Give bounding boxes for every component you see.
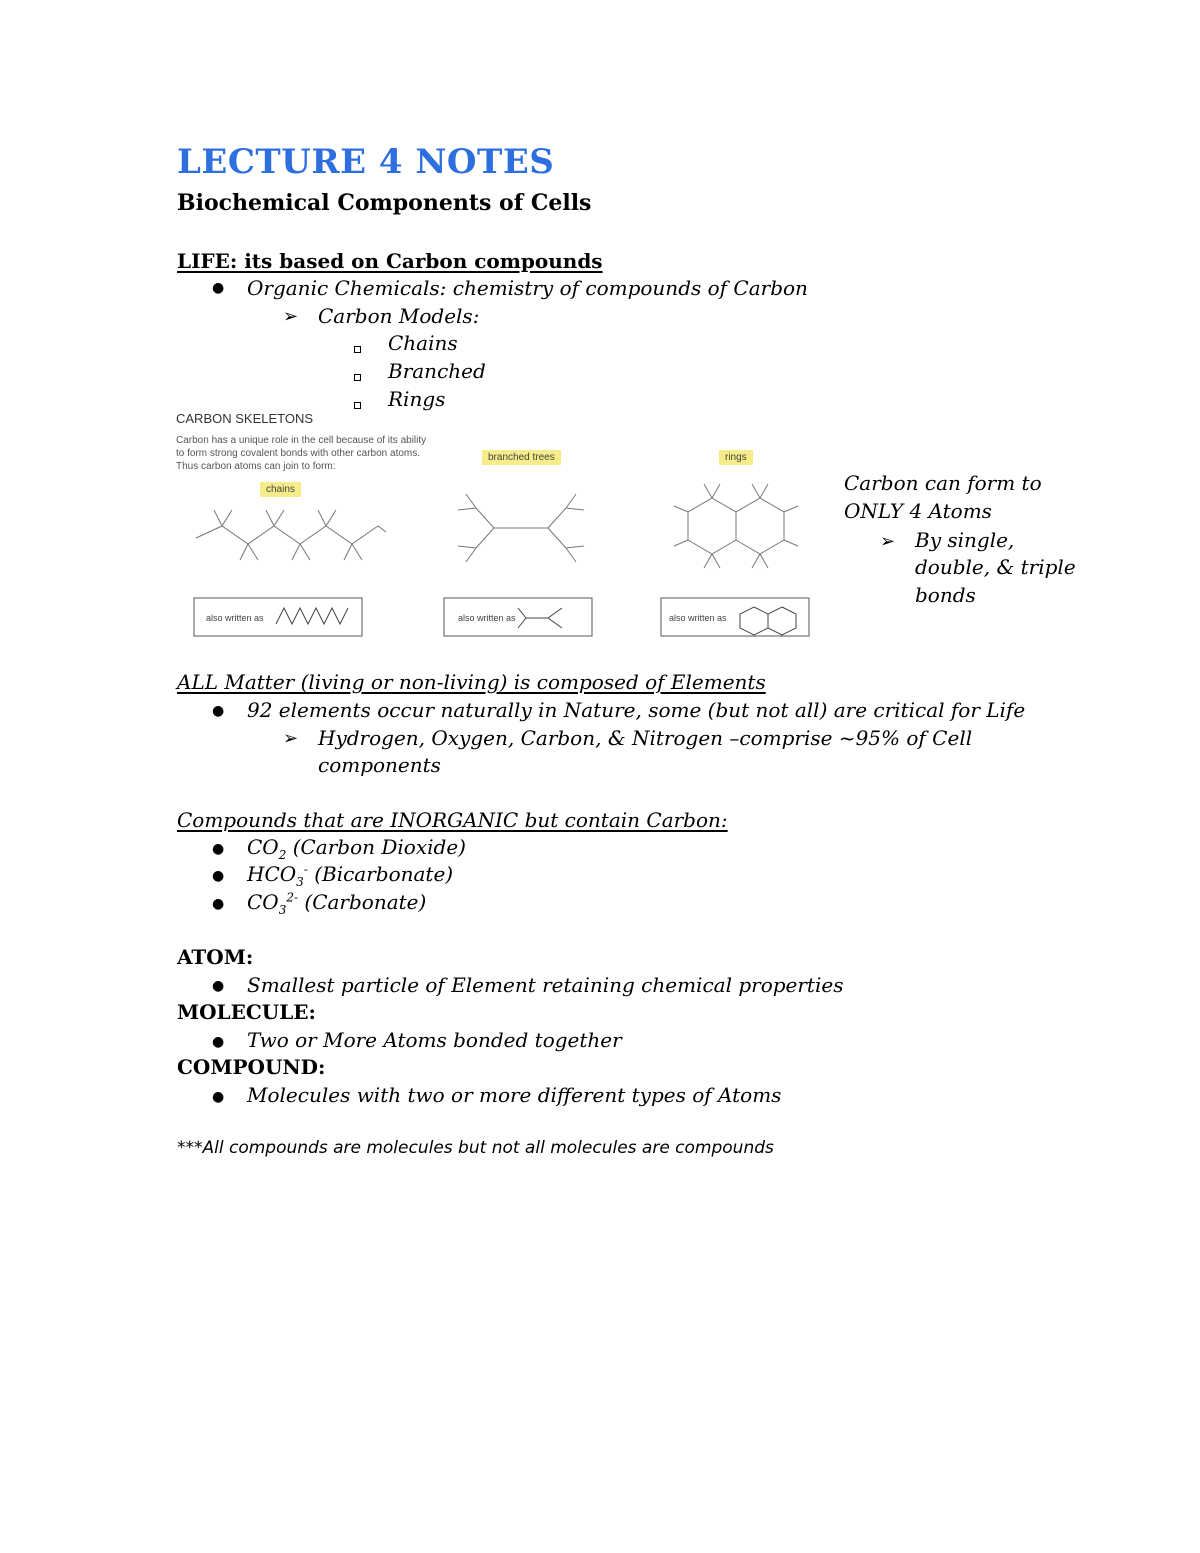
also-written-label-rings: also written as — [669, 613, 727, 623]
matter-sub1b: components — [318, 753, 441, 777]
side-note-line2: ONLY 4 Atoms — [844, 499, 992, 523]
side-note-line1: Carbon can form to — [844, 471, 1042, 495]
figure-title: CARBON SKELETONS — [176, 411, 314, 426]
bullet-icon: ● — [212, 841, 225, 857]
inorganic-heading: Compounds that are INORGANIC but contain Carbon: — [177, 808, 728, 832]
matter-sub1a: Hydrogen, Oxygen, Carbon, & Nitrogen –comprise ~95% of Cell — [318, 726, 973, 750]
compound-definition: Molecules with two or more different types of Atoms — [247, 1083, 782, 1107]
arrow-bullet-icon: ➢ — [283, 306, 299, 327]
organic-item: Organic Chemicals: chemistry of compounds of Carbon — [247, 276, 808, 300]
bullet-icon: ● — [212, 1089, 225, 1105]
co3-item: $CO_3^{2-}$ (Carbonate) — [247, 890, 427, 917]
bullet-icon: ● — [212, 896, 225, 912]
carbon-skeletons-figure — [176, 408, 826, 648]
branched-item: Branched — [388, 359, 486, 383]
co2-item: $CO_2$ (Carbon Dioxide) — [247, 835, 466, 862]
page-title: LECTURE 4 NOTES — [177, 142, 555, 182]
rings-tag: rings — [719, 450, 753, 465]
bullet-icon: ● — [212, 978, 225, 994]
molecule-definition: Two or More Atoms bonded together — [247, 1028, 622, 1052]
atom-heading: ATOM: — [177, 945, 254, 969]
matter-item1: 92 elements occur naturally in Nature, some (but not all) are critical for Life — [247, 698, 1026, 722]
matter-heading: ALL Matter (living or non-living) is composed of Elements — [177, 670, 766, 694]
hco3-item: $HCO_3^-$ (Bicarbonate) — [247, 862, 454, 889]
bullet-icon: ● — [212, 280, 225, 296]
arrow-bullet-icon: ➢ — [283, 728, 299, 749]
square-bullet-icon — [354, 338, 361, 357]
side-note-sub3: bonds — [915, 583, 976, 607]
compound-heading: COMPOUND: — [177, 1055, 326, 1079]
carbon-skeleton-diagrams — [176, 408, 826, 648]
chains-tag: chains — [260, 482, 301, 497]
chains-item: Chains — [388, 331, 458, 355]
side-note-sub1: By single, — [915, 528, 1015, 552]
bullet-icon: ● — [212, 1034, 225, 1050]
rings-item: Rings — [388, 387, 446, 411]
life-heading: LIFE: its based on Carbon compounds — [177, 249, 603, 273]
bullet-icon: ● — [212, 868, 225, 884]
square-bullet-icon — [354, 366, 361, 385]
molecule-heading: MOLECULE: — [177, 1000, 316, 1024]
carbon-models-item: Carbon Models: — [318, 304, 480, 328]
also-written-label-chains: also written as — [206, 613, 264, 623]
branched-tag: branched trees — [482, 450, 561, 465]
also-written-label-branched: also written as — [458, 613, 516, 623]
figure-description: Carbon has a unique role in the cell because of its ability to form strong covalent bonds with other carbon atoms. Thus carbon atoms can join to form: — [176, 435, 427, 472]
side-note-sub2: double, & triple — [915, 555, 1076, 579]
atom-definition: Smallest particle of Element retaining chemical properties — [247, 973, 844, 997]
page-subtitle: Biochemical Components of Cells — [177, 190, 592, 216]
arrow-bullet-icon: ➢ — [880, 531, 896, 552]
footnote: ***All compounds are molecules but not all molecules are compounds — [177, 1138, 774, 1158]
bullet-icon: ● — [212, 703, 225, 719]
